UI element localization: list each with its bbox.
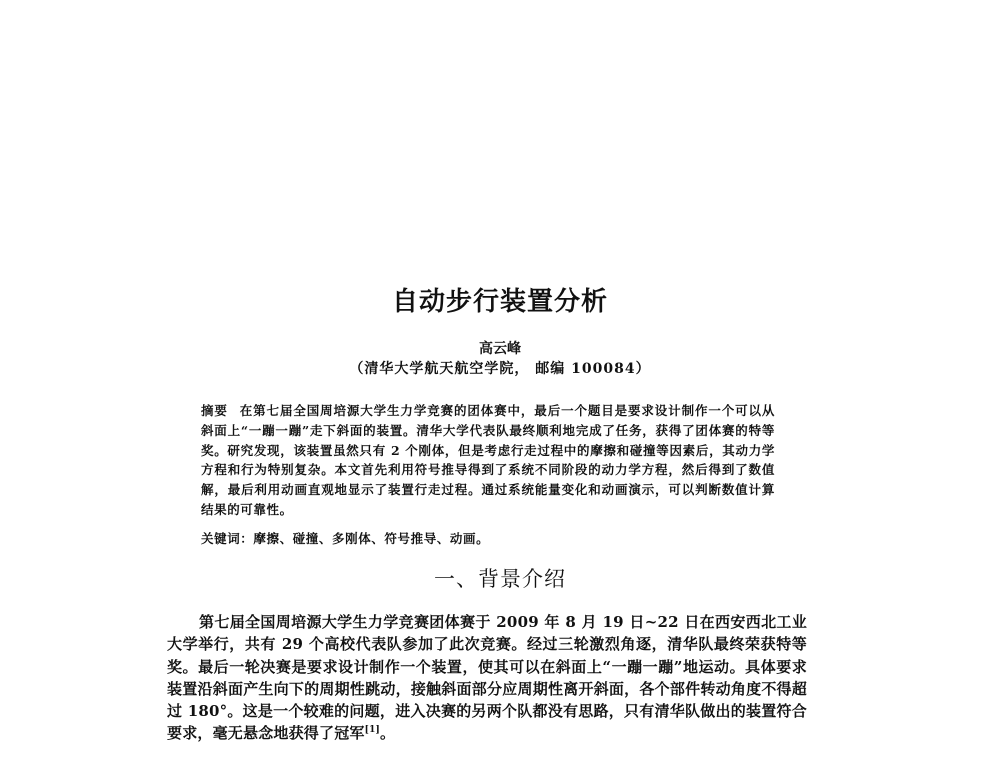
- author-name: 高云峰: [479, 341, 521, 357]
- author-affiliation: （清华大学航天航空学院， 邮编 100084）: [349, 361, 651, 377]
- keywords-text: 摩擦、碰撞、多刚体、符号推导、动画。: [253, 531, 490, 546]
- paragraph-end: 。: [380, 724, 396, 743]
- citation-link[interactable]: [1]: [364, 725, 380, 736]
- paragraph-text: 第七届全国周培源大学生力学竞赛团体赛于 2009 年 8 月 19 日~22 日在西安西北工业大学举行，共有 29 个高校代表队参加了此次竞赛。经过三轮激烈角逐，清华队最终荣获特等奖。最后一轮决赛是要求设计制作一个装置，使其可以在斜面上“一蹦一蹦”地运动。具体要求装置沿斜面产生向下的周期性跳动，接触斜面部分应周期性离开斜面，各个部件转动角度不得超过 180°。这是一个较难的问题，进入决赛的另两个队都没有思路，只有清华队做出的装置符合要求，毫无悬念地获得了冠军: [167, 613, 807, 743]
- abstract-text: 在第七届全国周培源大学生力学竞赛的团体赛中，最后一个题目是要求设计制作一个可以从斜面上“一蹦一蹦”走下斜面的装置。清华大学代表队最终顺利地完成了任务，获得了团体赛的特等奖。研究发现，该装置虽然只有 2 个刚体，但是考虑行走过程中的摩擦和碰撞等因素后，其动力学方程和行为特别复杂。本文首先利用符号推导得到了系统不同阶段的动力学方程，然后得到了数值解，最后利用动画直观地显示了装置行走过程。通过系统能量变化和动画演示，可以判断数值计算结果的可靠性。: [201, 403, 775, 517]
- keywords-block: [201, 529, 775, 549]
- body-paragraph: [167, 611, 807, 745]
- abstract-label: 摘要: [201, 403, 228, 418]
- section-heading: 一、背景介绍: [434, 567, 566, 591]
- paper-title: 自动步行装置分析: [391, 287, 608, 317]
- abstract-block: [201, 401, 775, 520]
- keywords-label: 关键词：: [201, 531, 254, 546]
